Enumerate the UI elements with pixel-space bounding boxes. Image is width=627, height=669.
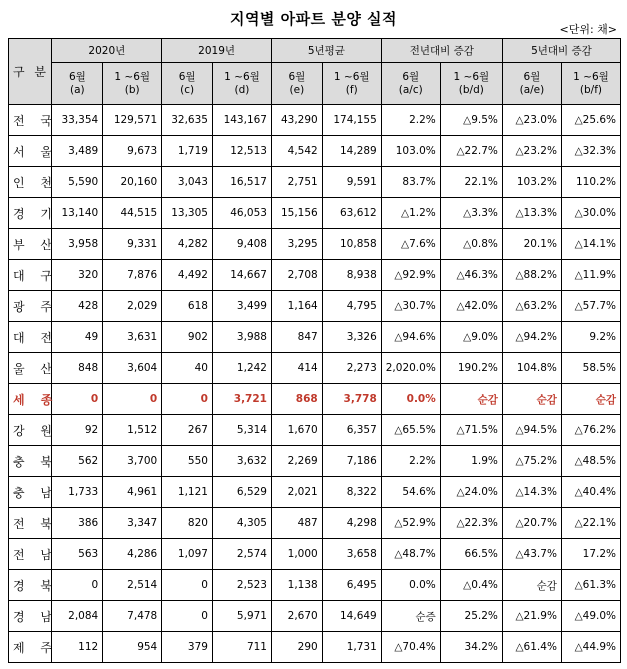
- value-cell: 14,289: [322, 136, 381, 167]
- value-cell: 3,604: [103, 353, 162, 384]
- value-cell: △14.3%: [502, 477, 561, 508]
- table-row: [9, 291, 621, 322]
- table-row: [9, 198, 621, 229]
- value-cell: 4,492: [162, 260, 213, 291]
- value-cell: 12,513: [212, 136, 271, 167]
- table-row: [9, 229, 621, 260]
- value-cell: △9.0%: [440, 322, 502, 353]
- value-cell: 414: [271, 353, 322, 384]
- region-cell: 부 산: [9, 229, 52, 260]
- value-cell: 2,269: [271, 446, 322, 477]
- sub-header-cell: [212, 63, 271, 105]
- value-cell: 104.8%: [502, 353, 561, 384]
- value-cell: 순감: [561, 384, 620, 415]
- sub-header-code: (f): [345, 83, 358, 96]
- table-row: [9, 353, 621, 384]
- value-cell: 711: [212, 632, 271, 663]
- region-cell: 광 주: [9, 291, 52, 322]
- value-cell: 0: [103, 384, 162, 415]
- value-cell: △24.0%: [440, 477, 502, 508]
- value-cell: 112: [52, 632, 103, 663]
- value-cell: 0.0%: [381, 384, 440, 415]
- value-cell: 9.2%: [561, 322, 620, 353]
- value-cell: △46.3%: [440, 260, 502, 291]
- value-cell: 190.2%: [440, 353, 502, 384]
- value-cell: △94.6%: [381, 322, 440, 353]
- value-cell: 25.2%: [440, 601, 502, 632]
- value-cell: 순감: [502, 384, 561, 415]
- group-header-5yr-avg: 5년평균: [271, 39, 381, 63]
- value-cell: 9,331: [103, 229, 162, 260]
- value-cell: 2.2%: [381, 446, 440, 477]
- value-cell: 4,542: [271, 136, 322, 167]
- value-cell: △75.2%: [502, 446, 561, 477]
- sub-header-cell: [271, 63, 322, 105]
- sub-header-period: 6월: [288, 70, 306, 83]
- value-cell: 46,053: [212, 198, 271, 229]
- value-cell: 1,138: [271, 570, 322, 601]
- sub-header-cell: [502, 63, 561, 105]
- value-cell: △94.5%: [502, 415, 561, 446]
- value-cell: 3,958: [52, 229, 103, 260]
- region-cell: 대 구: [9, 260, 52, 291]
- value-cell: △52.9%: [381, 508, 440, 539]
- value-cell: 49: [52, 322, 103, 353]
- value-cell: △3.3%: [440, 198, 502, 229]
- group-header-5yr-change: 5년대비 증감: [502, 39, 620, 63]
- value-cell: 0: [162, 601, 213, 632]
- table-row: [9, 136, 621, 167]
- value-cell: 5,971: [212, 601, 271, 632]
- value-cell: 14,649: [322, 601, 381, 632]
- value-cell: 34.2%: [440, 632, 502, 663]
- value-cell: 16,517: [212, 167, 271, 198]
- value-cell: 320: [52, 260, 103, 291]
- header-row-sub: [9, 63, 621, 105]
- value-cell: 954: [103, 632, 162, 663]
- sub-header-code: (d): [234, 83, 250, 96]
- value-cell: 순감: [440, 384, 502, 415]
- value-cell: 868: [271, 384, 322, 415]
- table-row: [9, 446, 621, 477]
- value-cell: △70.4%: [381, 632, 440, 663]
- table-row: [9, 508, 621, 539]
- value-cell: 2,029: [103, 291, 162, 322]
- value-cell: 5,590: [52, 167, 103, 198]
- value-cell: △42.0%: [440, 291, 502, 322]
- value-cell: △32.3%: [561, 136, 620, 167]
- sub-header-cell: [52, 63, 103, 105]
- value-cell: 902: [162, 322, 213, 353]
- value-cell: 14,667: [212, 260, 271, 291]
- value-cell: △63.2%: [502, 291, 561, 322]
- table-row: [9, 415, 621, 446]
- value-cell: 9,673: [103, 136, 162, 167]
- value-cell: △30.0%: [561, 198, 620, 229]
- sub-header-period: 6월: [402, 70, 420, 83]
- value-cell: △30.7%: [381, 291, 440, 322]
- value-cell: 9,591: [322, 167, 381, 198]
- value-cell: 63,612: [322, 198, 381, 229]
- value-cell: 103.2%: [502, 167, 561, 198]
- value-cell: 3,489: [52, 136, 103, 167]
- value-cell: 3,700: [103, 446, 162, 477]
- table-body: [9, 105, 621, 663]
- value-cell: 563: [52, 539, 103, 570]
- value-cell: 1,097: [162, 539, 213, 570]
- sub-header-cell: [561, 63, 620, 105]
- value-cell: 9,408: [212, 229, 271, 260]
- value-cell: 3,499: [212, 291, 271, 322]
- value-cell: △88.2%: [502, 260, 561, 291]
- value-cell: 379: [162, 632, 213, 663]
- value-cell: 3,988: [212, 322, 271, 353]
- value-cell: 22.1%: [440, 167, 502, 198]
- region-cell: 세 종: [9, 384, 52, 415]
- value-cell: △7.6%: [381, 229, 440, 260]
- value-cell: 4,795: [322, 291, 381, 322]
- value-cell: △48.5%: [561, 446, 620, 477]
- sub-header-code: (b/d): [458, 83, 484, 96]
- value-cell: 3,043: [162, 167, 213, 198]
- value-cell: △61.3%: [561, 570, 620, 601]
- value-cell: 129,571: [103, 105, 162, 136]
- value-cell: 2.2%: [381, 105, 440, 136]
- value-cell: 562: [52, 446, 103, 477]
- sub-header-period: 1 ~6월: [224, 70, 260, 83]
- sub-header-period: 1 ~6월: [453, 70, 490, 83]
- value-cell: 6,357: [322, 415, 381, 446]
- value-cell: △14.1%: [561, 229, 620, 260]
- value-cell: △22.3%: [440, 508, 502, 539]
- value-cell: △22.1%: [561, 508, 620, 539]
- value-cell: 1.9%: [440, 446, 502, 477]
- value-cell: 0: [162, 384, 213, 415]
- value-cell: 43,290: [271, 105, 322, 136]
- unit-label: <단위: 채>: [559, 23, 617, 36]
- sub-header-period: 6월: [68, 70, 86, 83]
- table-row: [9, 322, 621, 353]
- value-cell: △49.0%: [561, 601, 620, 632]
- value-cell: 2,574: [212, 539, 271, 570]
- value-cell: 20,160: [103, 167, 162, 198]
- region-cell: 경 남: [9, 601, 52, 632]
- region-cell: 울 산: [9, 353, 52, 384]
- value-cell: 2,523: [212, 570, 271, 601]
- value-cell: △23.0%: [502, 105, 561, 136]
- table-row: [9, 632, 621, 663]
- value-cell: 267: [162, 415, 213, 446]
- value-cell: △22.7%: [440, 136, 502, 167]
- value-cell: △0.4%: [440, 570, 502, 601]
- value-cell: 174,155: [322, 105, 381, 136]
- region-cell: 전 북: [9, 508, 52, 539]
- value-cell: 3,631: [103, 322, 162, 353]
- region-cell: 서 울: [9, 136, 52, 167]
- value-cell: △92.9%: [381, 260, 440, 291]
- value-cell: △9.5%: [440, 105, 502, 136]
- sub-header-cell: [162, 63, 213, 105]
- value-cell: 820: [162, 508, 213, 539]
- value-cell: 110.2%: [561, 167, 620, 198]
- table-row: [9, 477, 621, 508]
- value-cell: 3,326: [322, 322, 381, 353]
- sub-header-code: (b): [124, 83, 140, 96]
- sub-header-code: (b/f): [579, 83, 602, 96]
- value-cell: 0: [52, 384, 103, 415]
- value-cell: △13.3%: [502, 198, 561, 229]
- sub-header-code: (e): [289, 83, 305, 96]
- sub-header-code: (a/e): [519, 83, 545, 96]
- value-cell: 2,273: [322, 353, 381, 384]
- value-cell: 550: [162, 446, 213, 477]
- sub-header-cell: [322, 63, 381, 105]
- sub-header-period: 1 ~6월: [114, 70, 151, 83]
- value-cell: 2,020.0%: [381, 353, 440, 384]
- sub-header-cell: [103, 63, 162, 105]
- value-cell: 487: [271, 508, 322, 539]
- region-cell: 충 북: [9, 446, 52, 477]
- value-cell: 7,876: [103, 260, 162, 291]
- sub-header-period: 6월: [178, 70, 196, 83]
- value-cell: 1,164: [271, 291, 322, 322]
- value-cell: 3,721: [212, 384, 271, 415]
- value-cell: 1,512: [103, 415, 162, 446]
- page-title: 지역별 아파트 분양 실적: [229, 10, 398, 28]
- region-cell: 전 국: [9, 105, 52, 136]
- value-cell: 4,298: [322, 508, 381, 539]
- region-cell: 인 천: [9, 167, 52, 198]
- value-cell: 3,778: [322, 384, 381, 415]
- region-cell: 충 남: [9, 477, 52, 508]
- value-cell: 4,282: [162, 229, 213, 260]
- value-cell: △11.9%: [561, 260, 620, 291]
- value-cell: 순감: [502, 570, 561, 601]
- table-row: [9, 167, 621, 198]
- value-cell: △44.9%: [561, 632, 620, 663]
- value-cell: 4,961: [103, 477, 162, 508]
- value-cell: 33,354: [52, 105, 103, 136]
- value-cell: 847: [271, 322, 322, 353]
- value-cell: 13,140: [52, 198, 103, 229]
- value-cell: 103.0%: [381, 136, 440, 167]
- value-cell: 13,305: [162, 198, 213, 229]
- value-cell: 1,242: [212, 353, 271, 384]
- value-cell: 2,670: [271, 601, 322, 632]
- value-cell: 2,021: [271, 477, 322, 508]
- value-cell: △76.2%: [561, 415, 620, 446]
- region-cell: 제 주: [9, 632, 52, 663]
- value-cell: 7,478: [103, 601, 162, 632]
- region-cell: 경 북: [9, 570, 52, 601]
- value-cell: △20.7%: [502, 508, 561, 539]
- value-cell: 1,719: [162, 136, 213, 167]
- value-cell: 2,751: [271, 167, 322, 198]
- value-cell: 386: [52, 508, 103, 539]
- value-cell: 3,295: [271, 229, 322, 260]
- value-cell: 92: [52, 415, 103, 446]
- value-cell: 15,156: [271, 198, 322, 229]
- table-row: [9, 570, 621, 601]
- value-cell: 143,167: [212, 105, 271, 136]
- table-row: [9, 105, 621, 136]
- value-cell: △48.7%: [381, 539, 440, 570]
- value-cell: 1,733: [52, 477, 103, 508]
- value-cell: 0.0%: [381, 570, 440, 601]
- value-cell: 58.5%: [561, 353, 620, 384]
- value-cell: 10,858: [322, 229, 381, 260]
- sub-header-code: (a): [70, 83, 85, 96]
- value-cell: 66.5%: [440, 539, 502, 570]
- header-row-groups: [9, 39, 621, 63]
- group-header-2020: 2020년: [52, 39, 162, 63]
- region-cell: 대 전: [9, 322, 52, 353]
- value-cell: 1,731: [322, 632, 381, 663]
- value-cell: 1,000: [271, 539, 322, 570]
- value-cell: 2,514: [103, 570, 162, 601]
- table-row: [9, 539, 621, 570]
- sub-header-period: 1 ~6월: [573, 70, 609, 83]
- region-header: 구 분: [9, 39, 52, 105]
- value-cell: 2,708: [271, 260, 322, 291]
- sub-header-cell: [440, 63, 502, 105]
- group-header-yoy: 전년대비 증감: [381, 39, 502, 63]
- value-cell: △25.6%: [561, 105, 620, 136]
- sub-header-period: 1 ~6월: [333, 70, 370, 83]
- value-cell: △43.7%: [502, 539, 561, 570]
- value-cell: △61.4%: [502, 632, 561, 663]
- value-cell: 0: [162, 570, 213, 601]
- region-cell: 경 기: [9, 198, 52, 229]
- value-cell: 8,322: [322, 477, 381, 508]
- value-cell: △65.5%: [381, 415, 440, 446]
- sub-header-cell: [381, 63, 440, 105]
- value-cell: 6,529: [212, 477, 271, 508]
- value-cell: 20.1%: [502, 229, 561, 260]
- value-cell: △23.2%: [502, 136, 561, 167]
- value-cell: 3,658: [322, 539, 381, 570]
- table-row: [9, 384, 621, 415]
- value-cell: △21.9%: [502, 601, 561, 632]
- sub-header-period: 6월: [523, 70, 541, 83]
- region-cell: 전 남: [9, 539, 52, 570]
- sub-header-code: (a/c): [398, 83, 423, 96]
- value-cell: 순증: [381, 601, 440, 632]
- value-cell: 6,495: [322, 570, 381, 601]
- value-cell: △0.8%: [440, 229, 502, 260]
- value-cell: 44,515: [103, 198, 162, 229]
- value-cell: 618: [162, 291, 213, 322]
- group-header-2019: 2019년: [162, 39, 272, 63]
- value-cell: 1,121: [162, 477, 213, 508]
- value-cell: 3,632: [212, 446, 271, 477]
- table-row: [9, 601, 621, 632]
- value-cell: 5,314: [212, 415, 271, 446]
- table-row: [9, 260, 621, 291]
- value-cell: 54.6%: [381, 477, 440, 508]
- sub-header-code: (c): [180, 83, 195, 96]
- value-cell: 17.2%: [561, 539, 620, 570]
- value-cell: 1,670: [271, 415, 322, 446]
- value-cell: 428: [52, 291, 103, 322]
- value-cell: 2,084: [52, 601, 103, 632]
- value-cell: 8,938: [322, 260, 381, 291]
- region-cell: 강 원: [9, 415, 52, 446]
- value-cell: △40.4%: [561, 477, 620, 508]
- value-cell: 848: [52, 353, 103, 384]
- value-cell: △1.2%: [381, 198, 440, 229]
- value-cell: 83.7%: [381, 167, 440, 198]
- apartment-sales-table: [8, 38, 621, 663]
- value-cell: 40: [162, 353, 213, 384]
- value-cell: 4,305: [212, 508, 271, 539]
- value-cell: 290: [271, 632, 322, 663]
- value-cell: 7,186: [322, 446, 381, 477]
- value-cell: △57.7%: [561, 291, 620, 322]
- value-cell: △94.2%: [502, 322, 561, 353]
- value-cell: △71.5%: [440, 415, 502, 446]
- value-cell: 0: [52, 570, 103, 601]
- value-cell: 3,347: [103, 508, 162, 539]
- value-cell: 32,635: [162, 105, 213, 136]
- value-cell: 4,286: [103, 539, 162, 570]
